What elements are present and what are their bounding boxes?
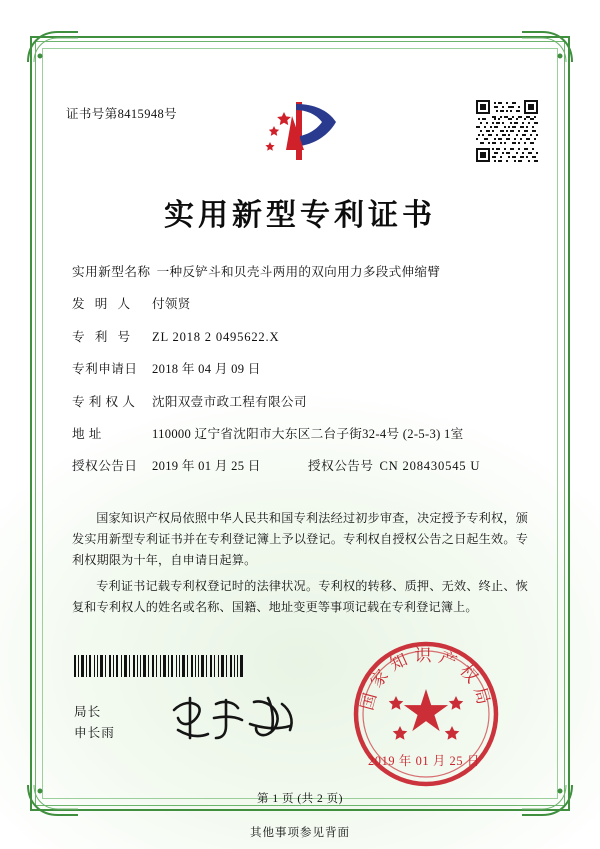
field-value-address: 110000 辽宁省沈阳市大东区二台子街32-4号 (2-5-3) 1室 bbox=[152, 426, 464, 441]
field-value-application-date: 2018 年 04 月 09 日 bbox=[152, 362, 261, 377]
field-value-grant-number: CN 208430545 U bbox=[379, 459, 481, 474]
field-label-utility-model-name: 实用新型名称 bbox=[72, 265, 151, 279]
field-value-inventor: 付领贤 bbox=[152, 297, 191, 312]
body-paragraph-2: 专利证书记载专利权登记时的法律状况。专利权的转移、质押、无效、终止、恢复和专利权人的姓名或名称、国籍、地址变更等事项记载在专利登记簿上。 bbox=[72, 579, 528, 615]
field-value-utility-model-name: 一种反铲斗和贝壳斗两用的双向用力多段式伸缩臂 bbox=[156, 265, 441, 279]
field-label-patent-number: 专 利 号 bbox=[72, 329, 134, 344]
body-text bbox=[72, 508, 528, 624]
field-label-patentee: 专 利 权 人 bbox=[72, 394, 136, 409]
qr-code-icon bbox=[476, 100, 538, 162]
field-label-grant-number: 授权公告号 bbox=[308, 459, 374, 474]
field-label-application-date: 专利申请日 bbox=[72, 362, 138, 377]
page-number: 第 1 页 (共 2 页) bbox=[256, 793, 344, 805]
cnipa-logo-icon bbox=[252, 96, 348, 166]
handwritten-signature bbox=[168, 692, 298, 748]
footnote: 其他事项参见背面 bbox=[250, 827, 350, 839]
field-row-patentee bbox=[72, 393, 532, 412]
field-label-address: 地 址 bbox=[72, 426, 102, 441]
director-name: 申长雨 bbox=[74, 725, 115, 740]
svg-text:国家知识产权局: 国家知识产权局 bbox=[357, 646, 495, 713]
field-value-patentee: 沈阳双壹市政工程有限公司 bbox=[152, 394, 307, 409]
seal-date: 2019 年 01 月 25 日 bbox=[368, 754, 480, 768]
director-block bbox=[74, 702, 115, 744]
field-value-patent-number: ZL 2018 2 0495622.X bbox=[152, 329, 280, 344]
page-title: 实用新型专利证书 bbox=[164, 198, 436, 233]
certificate-number: 证书号第8415948号 bbox=[66, 107, 178, 121]
field-row-address bbox=[72, 425, 532, 444]
field-label-inventor: 发 明 人 bbox=[72, 297, 134, 312]
field-row-utility-model-name bbox=[72, 263, 532, 282]
barcode bbox=[74, 655, 244, 677]
field-row-inventor bbox=[72, 295, 532, 314]
body-paragraph-1: 国家知识产权局依照中华人民共和国专利法经过初步审查，决定授予专利权，颁发实用新型专利证书并在专利登记簿上予以登记。专利权自授权公告之日起生效。专利权期限为十年，自申请日起算。 bbox=[72, 511, 528, 567]
field-row-grant bbox=[72, 457, 532, 476]
field-label-grant-date: 授权公告日 bbox=[72, 459, 138, 474]
field-list bbox=[72, 263, 532, 490]
field-row-application-date bbox=[72, 360, 532, 379]
director-label: 局长 bbox=[74, 705, 102, 719]
field-row-patent-number bbox=[72, 328, 532, 347]
field-value-grant-date: 2019 年 01 月 25 日 bbox=[152, 459, 261, 474]
